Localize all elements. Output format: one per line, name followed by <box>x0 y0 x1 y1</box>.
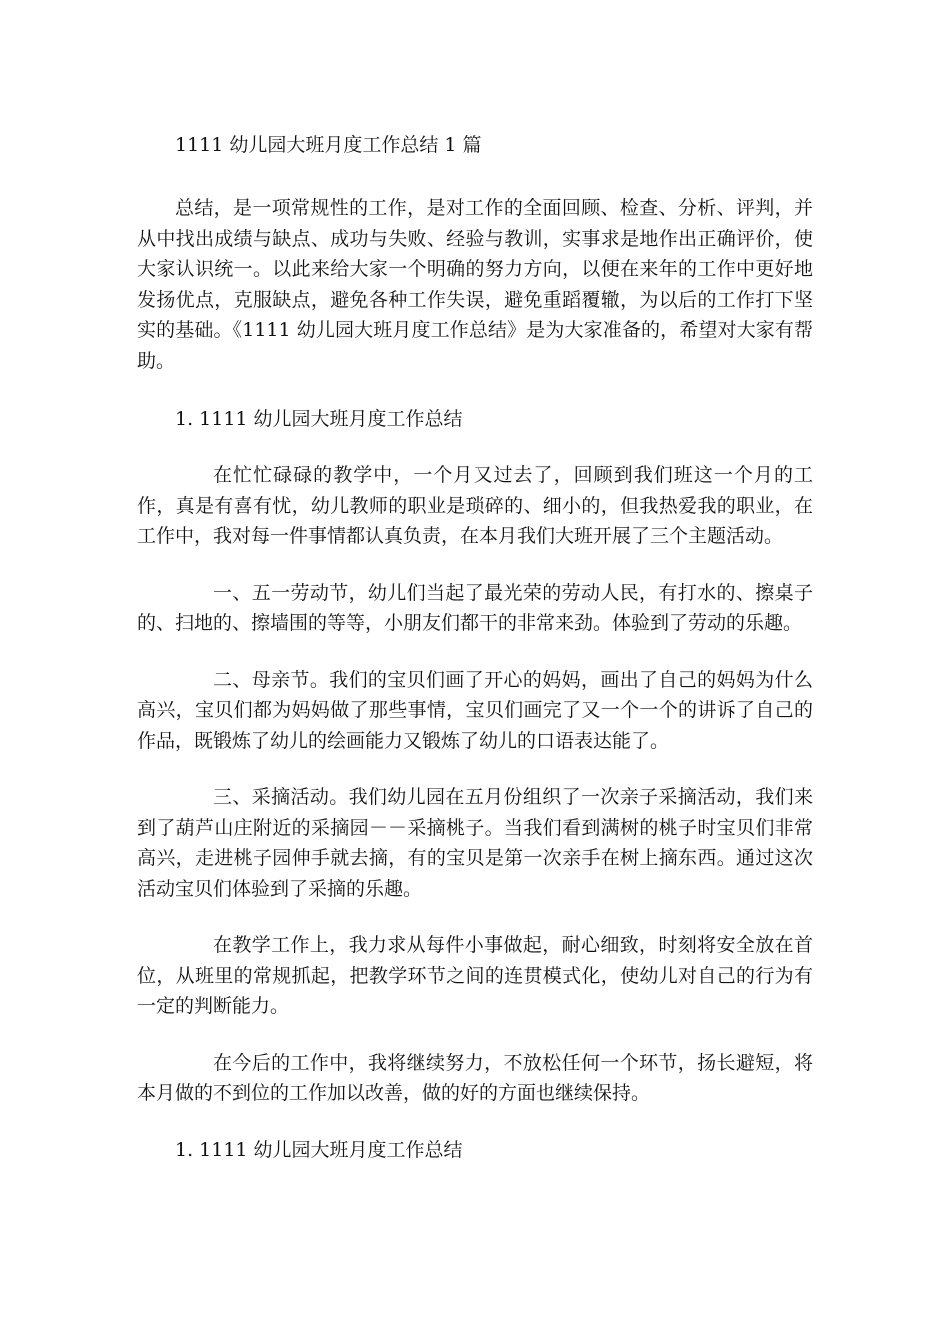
document-page <box>137 130 813 1165</box>
document-title: 1111 幼儿园大班月度工作总结 1 篇 <box>175 134 482 156</box>
body-paragraph: 三、采摘活动。我们幼儿园在五月份组织了一次亲子采摘活动，我们来到了葫芦山庄附近的采摘园－－采摘桃子。当我们看到满树的桃子时宝贝们非常高兴，走进桃子园伸手就去摘，有的宝贝是第一次亲手在树上摘东西。通过这次活动宝贝们体验到了采摘的乐趣。 <box>137 786 813 900</box>
body-paragraph: 在教学工作上，我力求从每件小事做起，耐心细致，时刻将安全放在首位，从班里的常规抓起，把教学环节之间的连贯模式化，使幼儿对自己的行为有一定的判断能力。 <box>137 934 813 1017</box>
body-paragraph: 一、五一劳动节，幼儿们当起了最光荣的劳动人民，有打水的、擦桌子的、扫地的、擦墙围的等等，小朋友们都干的非常来劲。体验到了劳动的乐趣。 <box>137 581 813 634</box>
body-paragraph: 二、母亲节。我们的宝贝们画了开心的妈妈，画出了自己的妈妈为什么高兴，宝贝们都为妈妈做了那些事情，宝贝们画完了又一个一个的讲诉了自己的作品，既锻炼了幼儿的绘画能力又锻炼了幼儿的口语表达能了。 <box>137 668 813 752</box>
intro-paragraph: 总结，是一项常规性的工作，是对工作的全面回顾、检查、分析、评判，并从中找出成绩与缺点、成功与失败、经验与教训，实事求是地作出正确评价，使大家认识统一。以此来给大家一个明确的努力方向，以便在来年的工作中更好地发扬优点，克服缺点，避免各种工作失误，避免重蹈覆辙，为以后的工作打下坚实的基础。《1111 幼儿园大班月度工作总结》是为大家准备的，希望对大家有帮助。 <box>137 197 813 372</box>
body-paragraph: 在今后的工作中，我将继续努力，不放松任何一个环节，扬长避短，将本月做的不到位的工作加以改善，做的好的方面也继续保持。 <box>137 1051 813 1104</box>
body-paragraph: 在忙忙碌碌的教学中，一个月又过去了，回顾到我们班这一个月的工作，真是有喜有忧，幼儿教师的职业是琐碎的、细小的，但我热爱我的职业，在工作中，我对每一件事情都认真负责，在本月我们大班开展了三个主题活动。 <box>137 464 813 547</box>
section-heading-1: 1. 1111 幼儿园大班月度工作总结 <box>175 408 463 430</box>
section-heading-2: 1. 1111 幼儿园大班月度工作总结 <box>175 1138 463 1161</box>
